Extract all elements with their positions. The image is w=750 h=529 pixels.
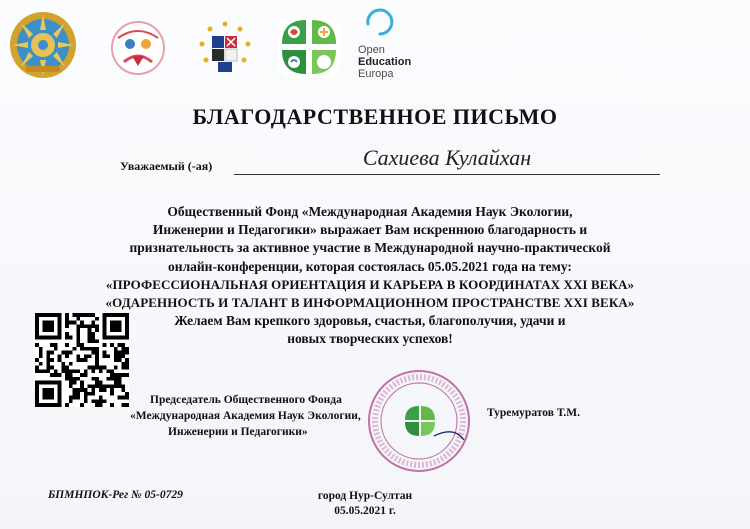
signer-name: Туремуратов Т.М. (487, 407, 580, 419)
body-line: признательность за активное участие в Международной научно-практической (129, 240, 611, 256)
name-underline (234, 174, 660, 175)
conference-topic-2: «ОДАРЕННОСТЬ И ТАЛАНТ В ИНФОРМАЦИОННОМ ПРОСТРАНСТВЕ XXI ВЕКА» (105, 295, 635, 311)
body-line: онлайн-конференции, которая состоялась 05.05.2021 года на тему: (168, 258, 572, 274)
foundation-logo-icon (108, 20, 168, 76)
issue-date: 05.05.2021 г. (334, 505, 396, 517)
stars-mosaic-logo-icon (196, 18, 254, 78)
letter-title: БЛАГОДАРСТВЕННОЕ ПИСЬМО (192, 104, 558, 129)
body-line: Общественный Фонд «Международная Академия Наук Экологии, (167, 204, 573, 219)
conference-topic-1: «ПРОФЕССИОНАЛЬНАЯ ОРИЕНТАЦИЯ И КАРЬЕРА В КООРДИНАТАХ XXI ВЕКА» (105, 276, 635, 292)
body-line: Инженерии и Педагогики» выражает Вам искреннюю благодарность и (152, 222, 588, 238)
chairman-title: Председатель Общественного Фонда (150, 394, 342, 406)
city-date-block (300, 489, 430, 519)
chairman-org-line2: Инженерии и Педагогики» (168, 426, 308, 438)
registration-number: БПМНПОК-Рег № 05-0729 (48, 489, 183, 501)
eco-leaves-logo-icon (276, 14, 342, 80)
city-name: город Нур-Султан (317, 490, 413, 502)
qr-code-icon (35, 313, 129, 407)
body-line: новых творческих успехов! (287, 331, 453, 347)
official-stamp-icon (364, 366, 474, 476)
address-label: Уважаемый (-ая) (120, 159, 213, 173)
recipient-name: Сахиева Кулайхан (362, 145, 532, 170)
letter-body (60, 203, 680, 349)
oee-line-education: Education (358, 56, 412, 68)
oee-line-open: Open (358, 44, 385, 56)
kazakhstan-emblem-icon (8, 10, 78, 80)
body-line: Желаем Вам крепкого здоровья, счастья, благополучия, удачи и (174, 313, 566, 329)
chairman-block (130, 392, 400, 440)
chairman-org-line1: «Международная Академия Наук Экологии, (130, 410, 361, 422)
oee-logo-text (358, 44, 411, 80)
oee-line-europa: Europa (358, 68, 394, 80)
